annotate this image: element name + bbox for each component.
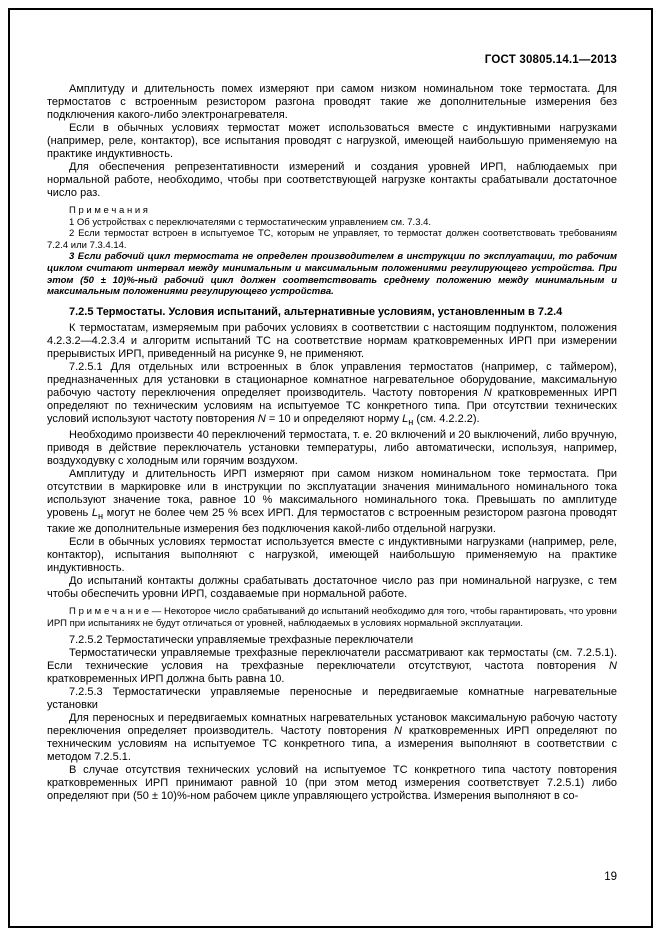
paragraph-contacts-before-tests: До испытаний контакты должны срабатывать достаточное число раз при номинальной нагрузке, с тем чтобы обеспечить уровни ИРП, создаваемые при нормальной работе. xyxy=(47,575,617,601)
paragraph-three-phase-switches: Термостатически управляемые трехфазные переключатели рассматривают как термостаты (см. 7.2.5.1). Если технические условия на трехфазные переключатели отсутствуют, частота повторения N кратковременных ИРП должна быть равна 10. xyxy=(47,647,617,686)
paragraph-portable-heaters: Для переносных и передвигаемых комнатных нагревательных установок максимальную рабочую частоту переключения определяет производитель. Частоту повторения N кратковременных ИРП определяют по техническим условиям на испытуемое ТС конкретного типа, а измерения выполняют в соответствии с методом 7.2.5.1. xyxy=(47,712,617,764)
section-heading-7-2-5-3: 7.2.5.3 Термостатически управляемые переносные и передвигаемые комнатные нагревательные установки xyxy=(47,686,617,712)
section-heading-7-2-5-2: 7.2.5.2 Термостатически управляемые трехфазные переключатели xyxy=(69,634,414,647)
paragraph-inductive-loads-2: Если в обычных условиях термостат используется вместе с индуктивными нагрузками (например, реле, контактор), испытания выполняют с нагрузкой, имеющей наибольшую применяемую на практике индуктивность. xyxy=(47,536,617,575)
paragraph-inductive-loads: Если в обычных условиях термостат может использоваться вместе с индуктивными нагрузками (например, реле, контактор), все испытания проводят с нагрузкой, имеющей наибольшую применяемую на практике индуктивность. xyxy=(47,122,617,160)
notes-label: П р и м е ч а н и я xyxy=(69,205,148,216)
paragraph-7-2-5-1: 7.2.5.1 Для отдельных или встроенных в блок управления термостатов (например, с таймером), предназначенных для установки в стационарное комнатное нагревательное оборудование, максимальную рабочую частоту переключения определяет производитель. Частоту повторения N кратковременных ИРП определяют по техническим условиям на испытуемое ТС конкретного типа. При отсутствии технических условий используют частоту повторения N = 10 и определяют норму $L_н$ (см. 4.2.2.2). xyxy=(47,360,617,427)
note-3: 3 Если рабочий цикл термостата не определен производителем в инструкции по эксплуатации, то рабочим циклом считают интервал между минимальным и максимальным положениями регулирующего устройства. При этом (50 ± 10)%-ный рабочий цикл должен соответствовать среднему положению между минимальным и максимальным положениями регулирующего устройства. xyxy=(47,251,617,298)
note-1: 1 Об устройствах с переключателями с термостатическим управлением см. 7.3.4. xyxy=(69,216,432,228)
paragraph-no-tech-conditions: В случае отсутствия технических условий на испытуемое ТС конкретного типа частоту повторения кратковременных ИРП принимают равной 10 (при этом метод измерения соответствует 7.2.5.1) либо определяют при (50 ± 10)%-ном рабочем цикле управляющего устройства. Измерения выполняют в со- xyxy=(47,764,617,803)
page-content xyxy=(47,54,617,803)
paragraph-40-switchings: Необходимо произвести 40 переключений термостата, т. е. 20 включений и 20 выключений, либо вручную, приводя в действие переключатель установки температуры, либо автоматически, используя, например, воздуходувку с холодным или горячим воздухом. xyxy=(47,428,617,467)
paragraph-thermostats-intro: К термостатам, измеряемым при рабочих условиях в соответствии с настоящим подпунктом, положения 4.2.3.2—4.2.3.4 и алгоритм испытаний ТС на соответствие нормам кратковременных ИРП при измерении прерывистых ИРП, приведенный на рисунке 9, не применяют. xyxy=(47,321,617,360)
section-heading-7-2-5: 7.2.5 Термостаты. Условия испытаний, альтернативные условиям, установленным в 7.2.4 xyxy=(69,305,563,318)
document-title: ГОСТ 30805.14.1—2013 xyxy=(484,54,617,66)
paragraph-amplitude-noise: Амплитуду и длительность помех измеряют при самом низком номинальном токе термостата. Для термостатов с встроенным резистором разгона проводят такие же дополнительные измерения без подключения какого-либо электронагревателя. xyxy=(47,83,617,121)
paragraph-irp-measurement: Амплитуду и длительность ИРП измеряют при самом низком номинальном токе термостата. При отсутствии в маркировке или в инструкции по эксплуатации значения минимального номинального тока используют значение тока, равное 10 % максимального номинального тока. Превышать по амплитуде уровень $L_н$ могут не более чем 25 % всех ИРП. Для термостатов с встроенным резистором разгона проводят такие же дополнительные измерения без подключения какой-либо отдельной нагрузки. xyxy=(47,467,618,536)
paragraph-representativeness: Для обеспечения репрезентативности измерений и создания уровней ИРП, наблюдаемых при нормальной работе, необходимо, чтобы при соответствующей нагрузке контакты срабатывали достаточное число раз. xyxy=(47,161,617,199)
page-number: 19 xyxy=(604,871,617,883)
note-2: 2 Если термостат встроен в испытуемое ТС, которым не управляет, то термостат должен соответствовать требованиям 7.2.4 или 7.3.4.14. xyxy=(47,228,617,251)
note-single: П р и м е ч а н и е — Некоторое число срабатываний до испытаний необходимо для того, чтобы гарантировать, что уровни ИРП при испытаниях не будут отличаться от уровней, наблюдаемых в условиях нормальной эксплуатации. xyxy=(47,606,617,629)
